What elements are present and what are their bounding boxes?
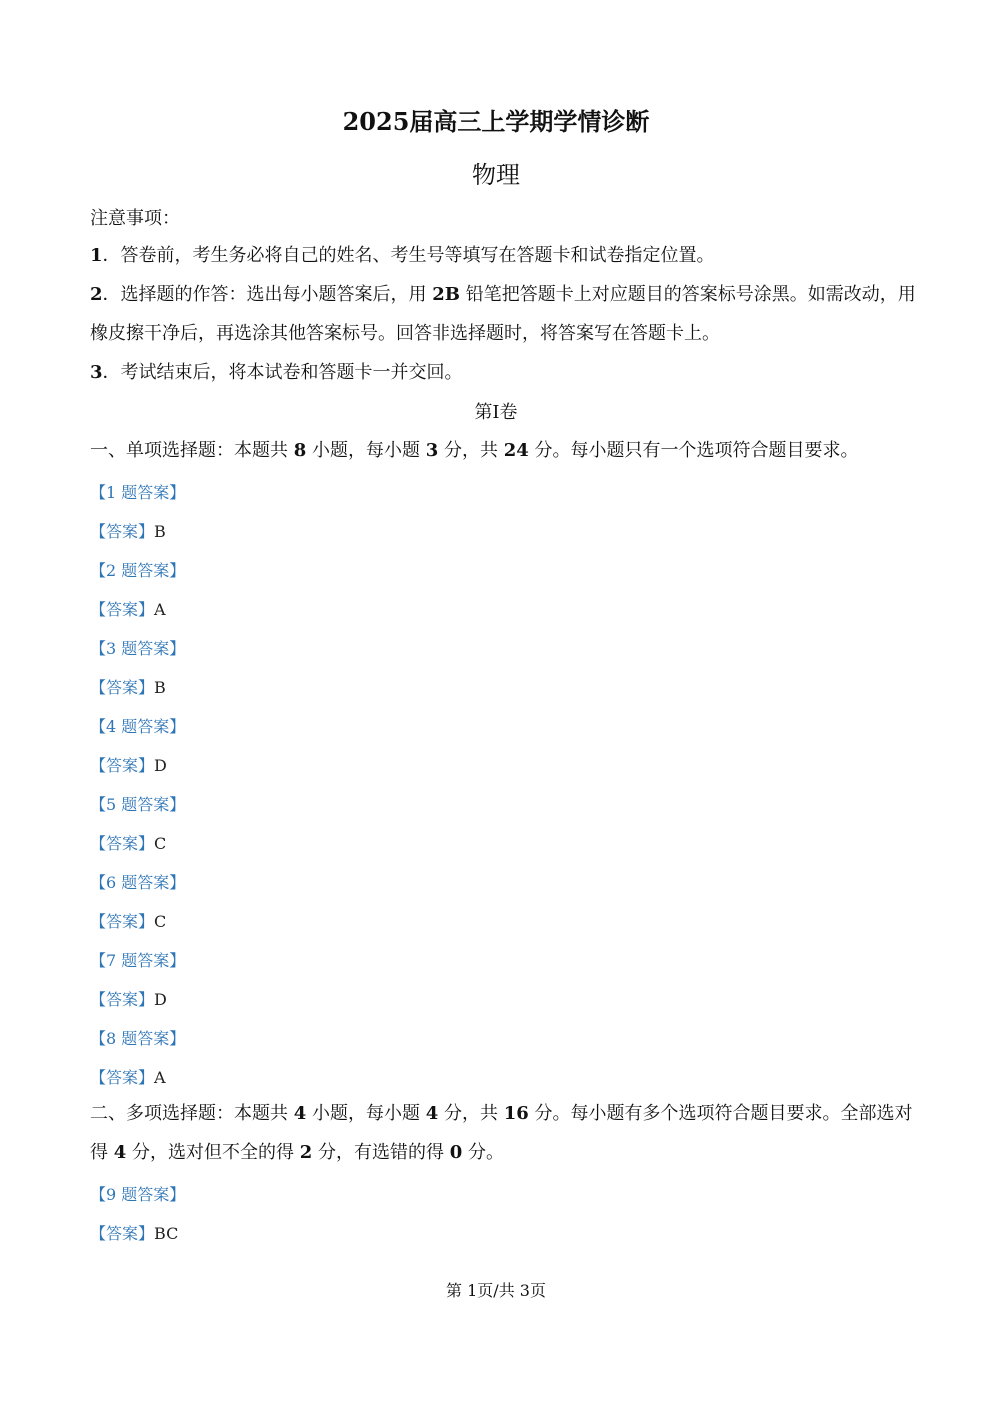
page-title: 2025届高三上学期学情诊断 bbox=[342, 107, 650, 136]
answer-row-4: 【答案】D bbox=[90, 756, 167, 775]
note-2: 2．选择题的作答：选出每小题答案后，用 2B 铅笔把答题卡上对应题目的答案标号涂黑。如需改动，用橡皮擦干净后，再选涂其他答案标号。回答非选择题时，将答案写在答题卡上。 bbox=[90, 284, 916, 344]
section-1-heading: 一、单项选择题：本题共 8 小题，每小题 3 分，共 24 分。每小题只有一个选项符合题目要求。 bbox=[90, 440, 859, 461]
answer-label-1: 【1 题答案】 bbox=[90, 483, 186, 502]
answer-row-9: 【答案】BC bbox=[90, 1224, 179, 1243]
answer-row-2: 【答案】A bbox=[90, 600, 166, 619]
answer-row-5: 【答案】C bbox=[90, 834, 167, 853]
answer-row-7: 【答案】D bbox=[90, 990, 167, 1009]
section-2-heading: 二、多项选择题：本题共 4 小题，每小题 4 分，共 16 分。每小题有多个选项符合题目要求。全部选对得 4 分，选对但不全的得 2 分，有选错的得 0 分。 bbox=[90, 1103, 913, 1163]
answer-label-2: 【2 题答案】 bbox=[90, 561, 186, 580]
answer-row-6: 【答案】C bbox=[90, 912, 167, 931]
note-1: 1．答卷前，考生务必将自己的姓名、考生号等填写在答题卡和试卷指定位置。 bbox=[90, 245, 715, 266]
answer-row-8: 【答案】A bbox=[90, 1068, 166, 1087]
note-3: 3．考试结束后，将本试卷和答题卡一并交回。 bbox=[90, 362, 463, 383]
answer-label-4: 【4 题答案】 bbox=[90, 717, 186, 736]
answer-row-3: 【答案】B bbox=[90, 678, 166, 697]
answer-label-9: 【9 题答案】 bbox=[90, 1185, 186, 1204]
subject-title: 物理 bbox=[472, 161, 520, 189]
answer-label-8: 【8 题答案】 bbox=[90, 1029, 186, 1048]
notes-heading: 注意事项： bbox=[90, 208, 180, 229]
answer-label-6: 【6 题答案】 bbox=[90, 873, 186, 892]
volume-heading: 第Ⅰ卷 bbox=[474, 402, 518, 423]
answer-label-5: 【5 题答案】 bbox=[90, 795, 186, 814]
answer-label-7: 【7 题答案】 bbox=[90, 951, 186, 970]
answer-label-3: 【3 题答案】 bbox=[90, 639, 186, 658]
page-footer: 第 1页/共 3页 bbox=[446, 1281, 546, 1300]
answer-row-1: 【答案】B bbox=[90, 522, 166, 541]
